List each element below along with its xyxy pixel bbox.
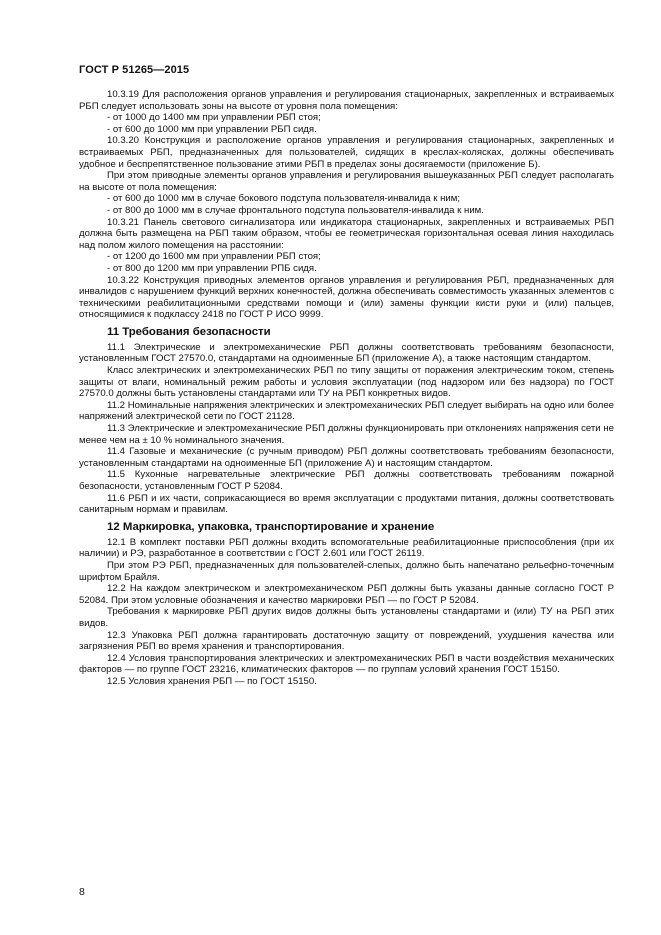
paragraph: 11.3 Электрические и электромеханические РБП должны функционировать при отклонениях напряжения сети не менее чем на ± 10 % номинального значения.: [79, 423, 614, 446]
paragraph: 11.2 Номинальные напряжения электрических и электромеханических РБП следует выбирать на одно или более напряжений электрической сети по ГОСТ 21128.: [79, 399, 614, 423]
document-body: [79, 89, 614, 688]
paragraph: 11.6 РБП и их части, соприкасающиеся во время эксплуатации с продуктами питания, должны соответствовать санитарным нормам и правилам.: [79, 492, 614, 516]
paragraph: При этом приводные элементы органов управления и регулирования вышеуказанных РБП следует располагать на высоте от пола помещения:: [79, 170, 614, 193]
paragraph: 12.5 Условия хранения РБП — по ГОСТ 15150.: [107, 675, 317, 687]
paragraph: При этом РЭ РБП, предназначенных для пользователей-слепых, должно быть напечатано рельефно-точечным шрифтом Брайля.: [79, 559, 614, 583]
paragraph: Класс электрических и электромеханических РБП по типу защиты от поражения электрическим током, степень защиты от влаги, номинальный режим работы и условия эксплуатации (под надзором или без надзора) по ГОСТ 27570.0 должны быть установлены стандартами или ТУ на РБП конкретных видов.: [79, 365, 614, 400]
paragraph: 12.4 Условия транспортирования электрических и электромеханических РБП в части воздействия механических факторов — по группе ГОСТ 23216, климатических факторов — по группам условий хранения ГОСТ 15150.: [79, 652, 614, 676]
document-header: ГОСТ Р 51265—2015: [79, 64, 190, 76]
paragraph: 11.5 Кухонные нагревательные электрические РБП должны соответствовать требованиям пожарной безопасности, установленным ГОСТ Р 52084.: [79, 469, 614, 492]
paragraph: 12.2 На каждом электрическом и электромеханическом РБП должны быть указаны данные согласно ГОСТ Р 52084. При этом условные обозначения и качество маркировки РБП — по ГОСТ Р 52084.: [79, 583, 614, 606]
page-number: 8: [79, 886, 85, 898]
paragraph: 11.4 Газовые и механические (с ручным приводом) РБП должны соответствовать требованиям безопасности, установленным стандартами на одноименные БП (приложение А) и настоящим стандартом.: [79, 446, 614, 469]
section-heading-12: 12 Маркировка, упаковка, транспортирование и хранение: [107, 520, 435, 533]
list-item: - от 600 до 1000 мм при управлении РБП сидя.: [107, 123, 317, 135]
list-item: - от 600 до 1000 мм в случае бокового подступа пользователя-инвалида к ним;: [107, 193, 461, 205]
paragraph: Требования к маркировке РБП других видов должны быть установлены стандартами и (или) ТУ на РБП этих видов.: [79, 606, 614, 629]
list-item: - от 1200 до 1600 мм при управлении РБП стоя;: [107, 251, 321, 263]
paragraph: 10.3.19 Для расположения органов управления и регулирования стационарных, закрепленных и встраиваемых РБП следует использовать зоны на высоте от уровня пола помещения:: [79, 89, 614, 112]
paragraph: 10.3.20 Конструкция и расположение органов управления и регулирования стационарных, закрепленных и встраиваемых РБП, предназначенных для пользователей, сидящих в креслах-колясках, должны обеспечивать удобное и беспрепятственное пользование этими РБП в пределах зоны досягаемости (приложение Б).: [79, 135, 614, 170]
paragraph: 11.1 Электрические и электромеханические РБП должны соответствовать требованиям безопасности, установленным ГОСТ 27570.0, стандартами на одноименные БП (приложение А), а также настоящим стандартом.: [79, 341, 614, 365]
list-item: - от 800 до 1000 мм в случае фронтального подступа пользователя-инвалида к ним.: [107, 204, 484, 216]
paragraph: 10.3.21 Панель светового сигнализатора или индикатора стационарных, закрепленных и встраиваемых РБП должна быть размещена на РБП таким образом, чтобы ее геометрическая горизонтальная осевая линия находилась над полом жилого помещения на расстоянии:: [79, 216, 614, 251]
list-item: - от 800 до 1200 мм при управлении РПБ сидя.: [107, 262, 317, 274]
section-heading-11: 11 Требования безопасности: [107, 325, 271, 338]
paragraph: 12.3 Упаковка РБП должна гарантировать достаточную защиту от повреждений, ухудшения качества или загрязнения РБП во время хранения и транспортирования.: [79, 629, 614, 653]
paragraph: 10.3.22 Конструкция приводных элементов органов управления и регулирования РБП, предназначенных для инвалидов с нарушением функций верхних конечностей, должна обеспечивать совместимость указанных элементов с техническими реабилитационными средствами помощи и (или) замены функции кисти руки и (или) пальцев, относящимися к подклассу 2418 по ГОСТ Р ИСО 9999.: [79, 274, 614, 321]
paragraph: 12.1 В комплект поставки РБП должны входить вспомогательные реабилитационные приспособления (при их наличии) и РЭ, разработанное в соответствии с ГОСТ 2.601 или ГОСТ 26119.: [79, 536, 614, 560]
list-item: - от 1000 до 1400 мм при управлении РБП стоя;: [107, 112, 321, 124]
